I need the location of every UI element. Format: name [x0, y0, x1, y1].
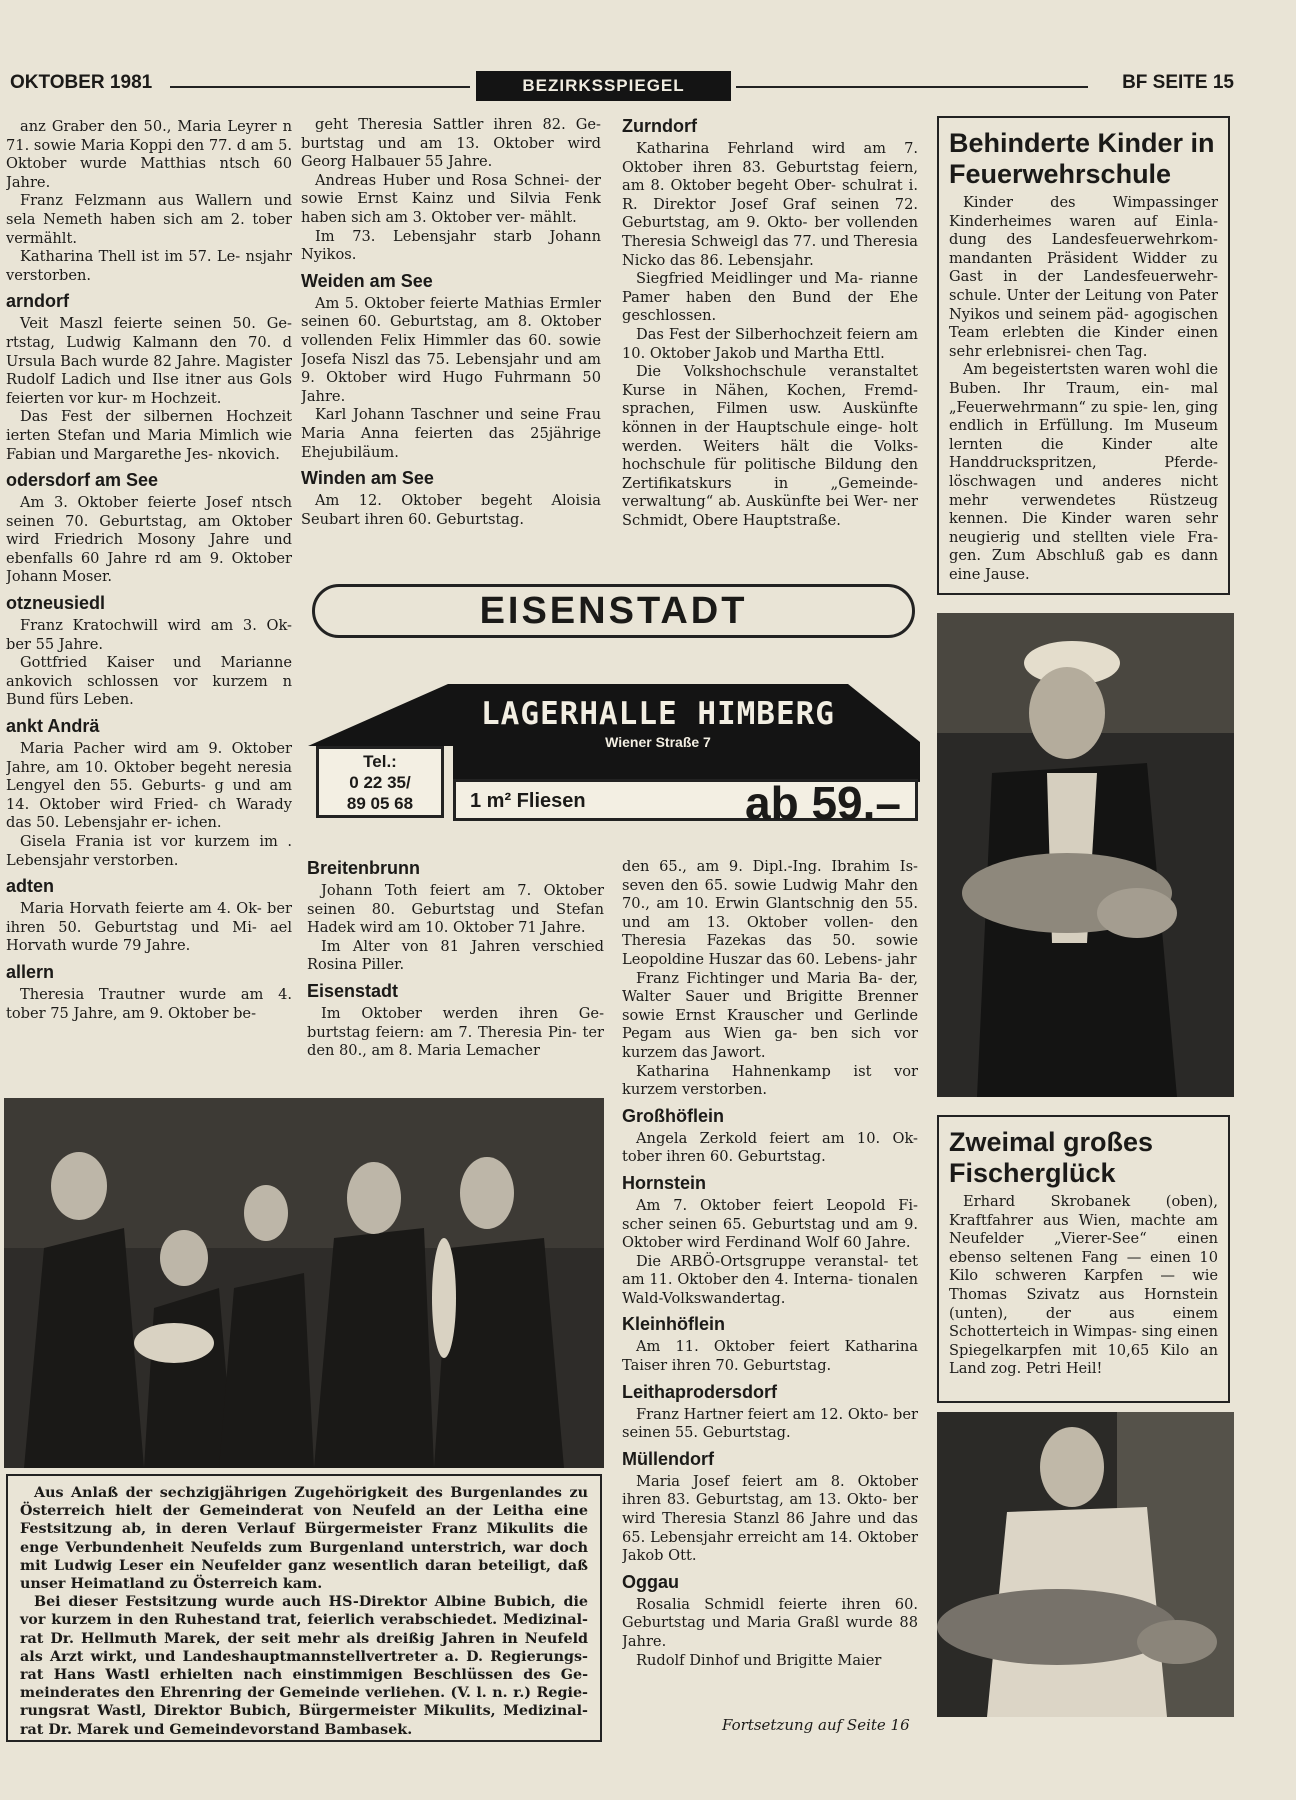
paragraph: Kinder des Wimpassinger Kinderheimes waren auf Einla- dung des Landesfeuerwehrkom- mandanten Präsident Widder zu Gast in der Landesfeuerwehr- schule. Unter der Leitung von Pater Nyikos und seinem päd- agogischen Team erlebten die Kinder einen sehr erlebnisrei- chen Tag.: [949, 194, 1218, 360]
ad-phone-label: Tel.:: [363, 752, 397, 771]
article-title: Behinderte Kinder in Feuerwehrschule: [949, 128, 1215, 189]
paragraph: Rosalia Schmidl feierte ihren 60. Geburtstag und Maria Graßl wurde 88 Jahre.: [622, 1595, 918, 1650]
ad-price: ab 59.–: [745, 777, 901, 829]
paragraph: Katharina Hahnenkamp ist vor kurzem verstorben.: [622, 1062, 918, 1099]
paragraph: Maria Pacher wird am 9. Oktober Jahre, am 10. Oktober begeht neresia Lengyel den 55. Geburts- g und am 14. Oktober wird Fried- ch Warady das 50. Lebensjahr er- ichen.: [6, 740, 292, 832]
paragraph: Am 11. Oktober feiert Katharina Taiser ihren 70. Geburtstag.: [622, 1338, 918, 1375]
paragraph: geht Theresia Sattler ihren 82. Ge- burtstag und am 13. Oktober wird Georg Halbauer 55 Jahre.: [301, 116, 601, 171]
fisherman-photo-bottom: [937, 1412, 1234, 1717]
paragraph: Siegfried Meidlinger und Ma- rianne Pamer haben den Bund der Ehe geschlossen.: [622, 270, 918, 325]
paragraph: Erhard Skrobanek (oben), Kraftfahrer aus Wien, machte am Neufelder „Vierer-See“ einen ebenso seltenen Fang — einen 10 Kilo schweren Karpfen — wie Thomas Szivatz aus Hornstein (unten), der aus einem Schotterteich in Wimpas- sing einen Spiegelkarpfen mit 10,65 Kilo an Land zog. Petri Heil!: [949, 1193, 1218, 1378]
ad-phone-line2: 89 05 68: [346, 794, 414, 813]
district-banner: EISENSTADT: [312, 584, 915, 638]
article-title: Zweimal großes Fischerglück: [949, 1127, 1154, 1188]
place-heading: Winden am See: [301, 468, 434, 489]
photo-caption: [6, 1474, 602, 1742]
place-heading: Eisenstadt: [307, 980, 399, 1001]
paragraph: Karl Johann Taschner und seine Frau Maria Anna feierten das 25jährige Ehejubiläum.: [301, 406, 601, 461]
paragraph: Am 3. Oktober feierte Josef ntsch seinen 70. Geburtstag, am Oktober wird Friedrich Mosony Jahre und ebenfalls 60 Jahre rd am 9. Oktober Johann Moser.: [6, 494, 292, 586]
paragraph: Am 7. Oktober feiert Leopold Fi- scher seinen 65. Geburtstag und am 9. Oktober wird Ferdinand Wolf 60 Jahre.: [622, 1196, 918, 1252]
place-heading: otzneusiedl: [6, 593, 106, 614]
advertisement: [308, 684, 920, 834]
fisherman-photo-top-image: [937, 613, 1234, 1097]
place-heading: Leithaprodersdorf: [622, 1381, 778, 1402]
place-heading: adten: [6, 876, 55, 897]
header-rule-left: [170, 86, 470, 88]
ad-title: LAGERHALLE HIMBERG: [481, 696, 835, 732]
place-heading: ankt Andrä: [6, 716, 100, 737]
article-body: [949, 1193, 1218, 1379]
paragraph: Am 12. Oktober begeht Aloisia Seubart ihren 60. Geburtstag.: [301, 492, 601, 528]
article-box-feuerwehr: [937, 116, 1230, 595]
paragraph: Am 5. Oktober feierte Mathias Ermler seinen 60. Geburtstag, am 8. Oktober vollenden Felix Himmler das 60. sowie Josefa Niszl das 75. Lebensjahr und am 9. Oktober wird Hugo Fuhrmann 50 Jahre.: [301, 294, 601, 405]
paragraph: Johann Toth feiert am 7. Oktober seinen 80. Geburtstag und Stefan Hadek wird am 10. Oktober 71 Jahre.: [307, 882, 604, 937]
continuation-note: Fortsetzung auf Seite 16: [722, 1716, 910, 1734]
page-number: BF SEITE 15: [1122, 72, 1234, 93]
place-heading: Kleinhöflein: [622, 1314, 725, 1335]
fisherman-photo-top: [937, 613, 1234, 1097]
place-heading: arndorf: [6, 291, 69, 312]
paragraph: Franz Kratochwill wird am 3. Ok- ber 55 Jahre.: [6, 617, 292, 653]
column-eisenstadt-right: [622, 858, 918, 1733]
paragraph: Im Alter von 81 Jahren verschied Rosina Piller.: [307, 937, 604, 974]
paragraph: Franz Hartner feiert am 12. Okto- ber seinen 55. Geburtstag.: [622, 1405, 918, 1442]
paragraph: Angela Zerkold feiert am 10. Ok- tober ihren 60. Geburtstag.: [622, 1129, 918, 1166]
place-heading: allern: [6, 961, 55, 982]
place-heading: Oggau: [622, 1571, 679, 1592]
paragraph: den 65., am 9. Dipl.-Ing. Ibrahim Is- seven den 65. sowie Ludwig Mahr den 70., am 10. Erwin Glantschnig den 55. und am 13. Oktober vollen- den Theresia Fazekas das 50. sowie Leopoldine Huszar das 60. Lebens- jahr: [622, 858, 918, 968]
place-heading: Weiden am See: [301, 270, 433, 291]
paragraph: Franz Fichtinger und Maria Ba- der, Walter Sauer und Brigitte Brenner sowie Ernst Krauscher und Gerlinde Pegam aus Wien ga- ben sich vor kurzem das Jawort.: [622, 969, 918, 1061]
place-heading: Großhöflein: [622, 1105, 724, 1126]
column-middle: [301, 116, 601, 574]
paragraph: Am begeistertsten waren wohl die Buben. Ihr Traum, ein- mal „Feuerwehrmann“ zu spie- len, ging endlich in Erfüllung. Im Museum lernten die Kinder alte Handdruckspritzen, Pferde- löschwagen und anderes nicht mehr verwendetes Rüstzeug kennen. Die Kinder waren sehr neugierig und stellten viele Fra- gen. Zum Abschluß gab es dann eine Jause.: [949, 361, 1218, 583]
paragraph: Maria Josef feiert am 8. Oktober ihren 83. Geburtstag, am 13. Okto- ber wird Theresia Stanzl 86 Jahre und das 65. Lebensjahr erreicht am 14. Oktober Jakob Ott.: [622, 1472, 918, 1565]
paragraph: Die Volkshochschule veranstaltet Kurse in Nähen, Kochen, Fremd- sprachen, Filmen usw. Auskünfte können in der Hauptschule einge- holt werden. Weiters hält die Volks- hochschule für politische Bildung den Zertifikatskurs in „Gemeinde- verwaltung“ ab. Auskünfte bei Wer- ner Schmidt, Obere Hauptstraße.: [622, 363, 918, 529]
paragraph: Im Oktober werden ihren Ge- burtstag feiern: am 7. Theresia Pin- ter den 80., am 8. Maria Lemacher: [307, 1004, 604, 1060]
group-photo-image: [4, 1098, 604, 1468]
header-rule-right: [736, 86, 1088, 88]
paragraph: Maria Horvath feierte am 4. Ok- ber ihren 50. Geburtstag und Mi- ael Horvath wurde 79 Jahre.: [6, 900, 292, 955]
place-heading: Breitenbrunn: [307, 858, 421, 878]
paragraph: Katharina Thell ist im 57. Le- nsjahr verstorben.: [6, 248, 292, 284]
caption-paragraph: Aus Anlaß der sechzigjährigen Zugehörigkeit des Burgenlandes zu Österreich hielt der Gemeinderat von Neufeld an der Leitha eine Festsitzung ab, in deren Verlauf Bürgermeister Franz Mikulits die enge Verbundenheit Neufelds zum Burgenland unterstrich, war doch mit Ludwig Leser ein Neufelder ganz wesentlich daran beteiligt, daß unser Heimatland zu Österreich kam.: [20, 1485, 588, 1593]
column-right: [622, 116, 918, 556]
issue-date: OKTOBER 1981: [10, 72, 153, 93]
article-box-fischer: [937, 1115, 1230, 1403]
paragraph: anz Graber den 50., Maria Leyrer n 71. sowie Maria Koppi den 77. d am 5. Oktober wurde Matthias ntsch 60 Jahre.: [6, 118, 292, 191]
place-heading: Zurndorf: [622, 116, 697, 136]
paragraph: Gisela Frania ist vor kurzem im . Lebensjahr verstorben.: [6, 833, 292, 869]
place-heading: Müllendorf: [622, 1448, 714, 1469]
column-eisenstadt-left: [307, 858, 604, 1090]
caption-paragraph: Bei dieser Festsitzung wurde auch HS-Direktor Albine Bubich, die vor kurzem in den Ruhestand trat, feierlich verabschiedet. Medizinal- rat Dr. Hellmuth Marek, der seit mehr als dreißig Jahren in Neufeld als Arzt wirkt, und Landeshauptmannstellvertreter a. D. Regierungs- rat Hans Wastl erhielten nach einstimmigen Beschlüssen des Ge- meinderates den Ehrenring der Gemeinde verliehen. (V. l. n. r.) Regie- rungsrat Wastl, Direktor Bubich, Bürgermeister Mikulits, Medizinal- rat Dr. Marek und Gemeindevorstand Bambasek.: [20, 1594, 588, 1738]
section-title: BEZIRKSSPIEGEL: [476, 71, 731, 101]
paragraph: Franz Felzmann aus Wallern und sela Nemeth haben sich am 2. tober vermählt.: [6, 192, 292, 247]
article-body: [949, 194, 1218, 584]
column-left: [6, 118, 292, 1093]
ad-product: 1 m² Fliesen: [470, 790, 586, 812]
place-heading: Hornstein: [622, 1172, 707, 1193]
paragraph: Veit Maszl feierte seinen 50. Ge- rtstag, Ludwig Kalmann den 70. d Ursula Bach wurde 82 Jahre. Magister Rudolf Ladich und Ilse itner aus Gols feierten vor kur- m Hochzeit.: [6, 315, 292, 407]
paragraph: Andreas Huber und Rosa Schnei- der sowie Ernst Kainz und Silvia Fenk haben sich am 3. Oktober ver- mählt.: [301, 171, 601, 226]
paragraph: Das Fest der Silberhochzeit feiern am 10. Oktober Jakob und Martha Ettl.: [622, 325, 918, 362]
paragraph: Rudolf Dinhof und Brigitte Maier: [636, 1651, 882, 1669]
paragraph: Die ARBÖ-Ortsgruppe veranstal- tet am 11. Oktober den 4. Interna- tionalen Wald-Volkswandertag.: [622, 1252, 918, 1307]
paragraph: Im 73. Lebensjahr starb Johann Nyikos.: [301, 227, 601, 264]
ad-address: Wiener Straße 7: [605, 734, 711, 750]
paragraph: Das Fest der silbernen Hochzeit ierten Stefan und Maria Mimlich wie Fabian und Margarethe Jes- nkovich.: [6, 408, 292, 463]
paragraph: Katharina Fehrland wird am 7. Oktober ihren 83. Geburtstag feiern, am 8. Oktober begeht Ober- schulrat i. R. Direktor Josef Graf seinen 72. Geburtstag, am 9. Okto- ber vollenden Theresia Schweigl das 77. und Theresia Nicko das 86. Lebensjahr.: [622, 140, 918, 269]
paragraph: Theresia Trautner wurde am 4. tober 75 Jahre, am 9. Oktober be-: [6, 985, 292, 1022]
ad-phone: [316, 746, 444, 818]
ad-phone-line1: 0 22 35/: [349, 773, 411, 792]
place-heading: odersdorf am See: [6, 470, 159, 491]
paragraph: Gottfried Kaiser und Marianne ankovich schlossen vor kurzem n Bund fürs Leben.: [6, 654, 292, 709]
fisherman-photo-bottom-image: [937, 1412, 1234, 1717]
ad-offer: [453, 777, 918, 829]
group-photo: [4, 1098, 604, 1468]
